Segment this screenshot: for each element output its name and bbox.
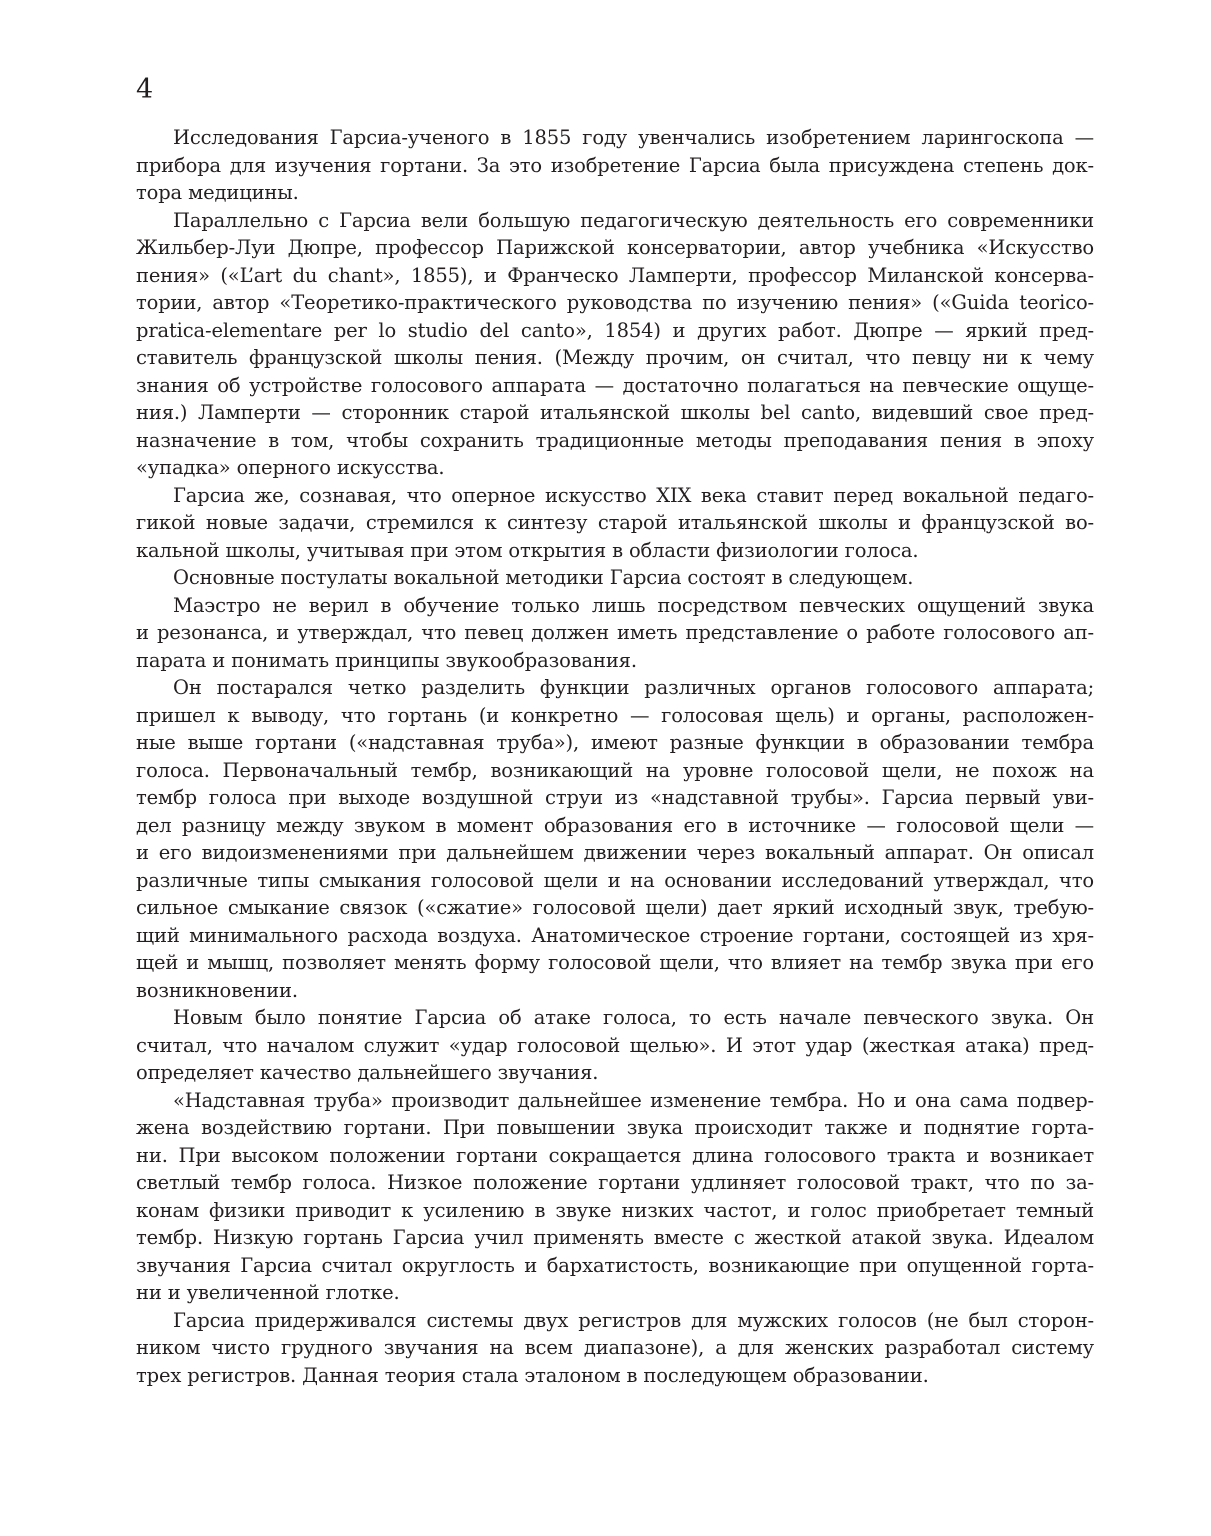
text-line: тембр. Низкую гортань Гарсиа учил применять вместе с жесткой атакой звука. Идеалом bbox=[136, 1226, 1094, 1249]
text-line: парата и понимать принципы звукообразования. bbox=[136, 648, 637, 672]
paragraph bbox=[136, 1087, 1094, 1307]
text-line: определяет качество дальнейшего звучания. bbox=[136, 1061, 599, 1084]
text-line: жена воздействию гортани. При повышении звука происходит также и поднятие горта- bbox=[136, 1116, 1094, 1139]
text-line: трех регистров. Данная теория стала эталоном в последующем образовании. bbox=[136, 1363, 929, 1387]
text-line: звучания Гарсиа считал округлость и бархатистость, возникающие при опущенной горта- bbox=[136, 1253, 1094, 1277]
text-line: возникновении. bbox=[136, 978, 298, 1002]
text-line: тории, автор «Теоретико-практического руководства по изучению пения» («Guida teorico- bbox=[136, 291, 1094, 314]
paragraph bbox=[136, 564, 1094, 592]
text-line: ния.) Ламперти — сторонник старой итальянской школы bel canto, видевший свое пред- bbox=[136, 401, 1094, 424]
text-line: Основные постулаты вокальной методики Гарсиа состоят в следующем. bbox=[173, 566, 914, 589]
paragraph bbox=[136, 482, 1094, 565]
paragraph bbox=[136, 207, 1094, 482]
text-line: знания об устройстве голосового аппарата — достаточно полагаться на певческие ощуще- bbox=[136, 373, 1094, 397]
text-line: Он постарался четко разделить функции различных органов голосового аппарата; bbox=[173, 676, 1094, 699]
text-line: пения» («L’art du chant», 1855), и Франческо Ламперти, профессор Миланской консерва- bbox=[136, 263, 1094, 287]
text-line: считал, что началом служит «удар голосовой щелью». И этот удар (жесткая атака) пред- bbox=[136, 1033, 1094, 1057]
text-line: ни и увеличенной глотке. bbox=[136, 1281, 400, 1304]
text-line: Новым было понятие Гарсиа об атаке голоса, то есть начале певческого звука. Он bbox=[173, 1006, 1094, 1029]
text-line: прибора для изучения гортани. За это изобретение Гарсиа была присуждена степень док- bbox=[136, 153, 1094, 177]
text-line: Гарсиа же, сознавая, что оперное искусство XIX века ставит перед вокальной педаго- bbox=[173, 483, 1094, 507]
page-number: 4 bbox=[136, 74, 154, 105]
paragraph bbox=[136, 592, 1094, 675]
text-line: и резонанса, и утверждал, что певец должен иметь представление о работе голосового ап- bbox=[136, 621, 1094, 644]
text-line: ные выше гортани («надставная труба»), имеют разные функции в образовании тембра bbox=[136, 731, 1094, 754]
text-line: ником чисто грудного звучания на всем диапазоне), а для женских разработал систему bbox=[136, 1336, 1094, 1359]
text-line: сильное смыкание связок («сжатие» голосовой щели) дает яркий исходный звук, требую- bbox=[136, 896, 1094, 919]
text-line: пришел к выводу, что гортань (и конкретно — голосовая щель) и органы, расположен- bbox=[136, 703, 1094, 727]
text-line: тембр голоса при выходе воздушной струи из «надставной трубы». Гарсиа первый уви- bbox=[136, 786, 1094, 809]
text-line: голоса. Первоначальный тембр, возникающий на уровне голосовой щели, не похож на bbox=[136, 758, 1094, 782]
text-line: pratica-elementare per lo studio del canto», 1854) и других работ. Дюпре — яркий пред- bbox=[136, 318, 1094, 342]
text-line: кальной школы, учитывая при этом открытия в области физиологии голоса. bbox=[136, 538, 919, 562]
text-line: гикой новые задачи, стремился к синтезу старой итальянской школы и французской во- bbox=[136, 511, 1094, 534]
body-text bbox=[136, 124, 1094, 1389]
text-line: светлый тембр голоса. Низкое положение гортани удлиняет голосовой тракт, что по за- bbox=[136, 1171, 1094, 1194]
text-line: Гарсиа придерживался системы двух регистров для мужских голосов (не был сторон- bbox=[173, 1308, 1094, 1332]
text-line: назначение в том, чтобы сохранить традиционные методы преподавания пения в эпоху bbox=[136, 428, 1094, 452]
text-line: щей и мышц, позволяет менять форму голосовой щели, что влияет на тембр звука при его bbox=[136, 951, 1094, 974]
paragraph bbox=[136, 674, 1094, 1004]
text-line: ни. При высоком положении гортани сокращается длина голосового тракта и возникает bbox=[136, 1143, 1094, 1167]
text-line: и его видоизменениями при дальнейшем движении через вокальный аппарат. Он описал bbox=[136, 841, 1094, 864]
text-line: щий минимального расхода воздуха. Анатомическое строение гортани, состоящей из хря- bbox=[136, 923, 1094, 947]
paragraph bbox=[136, 124, 1094, 207]
text-line: дел разницу между звуком в момент образования его в источнике — голосовой щели — bbox=[136, 813, 1094, 837]
text-line: тора медицины. bbox=[136, 181, 299, 204]
text-line: конам физики приводит к усилению в звуке низких частот, и голос приобретает темный bbox=[136, 1198, 1094, 1222]
text-line: Параллельно с Гарсиа вели большую педагогическую деятельность его современники bbox=[173, 208, 1094, 232]
text-line: Жильбер-Луи Дюпре, профессор Парижской консерватории, автор учебника «Искусство bbox=[136, 236, 1094, 259]
paragraph bbox=[136, 1004, 1094, 1087]
text-line: «упадка» оперного искусства. bbox=[136, 456, 445, 479]
text-line: Исследования Гарсиа-ученого в 1855 году увенчались изобретением ларингоскопа — bbox=[173, 126, 1094, 149]
text-line: Маэстро не верил в обучение только лишь посредством певческих ощущений звука bbox=[173, 593, 1094, 617]
text-line: различные типы смыкания голосовой щели и на основании исследований утверждал, что bbox=[136, 868, 1094, 892]
text-line: «Надставная труба» производит дальнейшее изменение тембра. Но и она сама подвер- bbox=[173, 1088, 1094, 1112]
paragraph bbox=[136, 1307, 1094, 1390]
text-line: ставитель французской школы пения. (Между прочим, он считал, что певцу ни к чему bbox=[136, 346, 1094, 369]
